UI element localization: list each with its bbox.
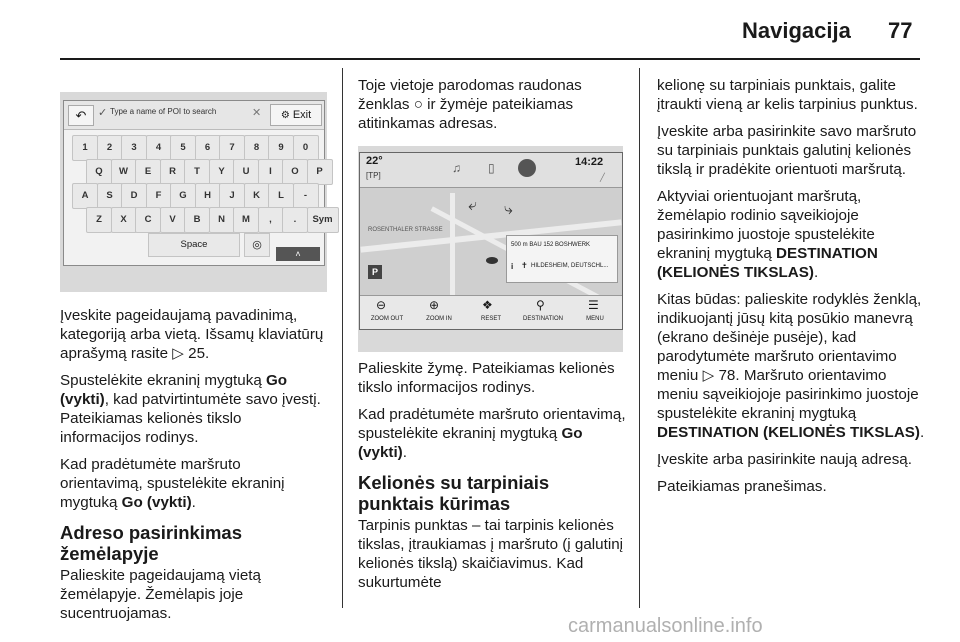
keyboard-key[interactable]: 9 [268, 135, 294, 161]
paragraph: Įveskite arba pasirinkite naują adresą. [657, 451, 912, 468]
keyboard-key[interactable]: Z [86, 207, 112, 233]
keyboard-key[interactable]: W [111, 159, 137, 185]
keyboard-key[interactable]: I [258, 159, 284, 185]
search-bar [64, 101, 324, 130]
keyboard-key[interactable]: G [170, 183, 196, 209]
collapse-keyboard-button[interactable] [276, 247, 320, 261]
keyboard-key[interactable]: 1 [72, 135, 98, 161]
keyboard-key[interactable]: L [268, 183, 294, 209]
pin-icon: ✝ [521, 261, 528, 270]
keyboard-key[interactable]: 5 [170, 135, 196, 161]
keyboard-key[interactable]: B [184, 207, 210, 233]
keyboard-key[interactable]: K [244, 183, 270, 209]
reset-button[interactable]: RESET [480, 316, 501, 322]
section-heading: Adreso pasirinkimas žemėlapyje [60, 522, 242, 564]
keyboard-key[interactable]: H [195, 183, 221, 209]
page-number: 77 [888, 18, 913, 43]
keyboard-key[interactable]: A [72, 183, 98, 209]
keyboard-key[interactable]: F [146, 183, 172, 209]
paragraph: Įveskite arba pasirinkite savo maršruto su tarpiniais punktais galutinį kelionės tikslą ir pradėkite orientuoti maršrutą. [657, 123, 917, 178]
text-column-3 [657, 76, 925, 504]
exit-label: Exit [292, 109, 312, 121]
signal-icon: ╱ [600, 173, 605, 182]
column-divider-2 [639, 68, 640, 608]
go-button-ref: Go (vykti) [121, 494, 192, 511]
keyboard-key[interactable]: 4 [146, 135, 172, 161]
music-icon[interactable]: ♫ [452, 161, 461, 175]
paragraph: Palieskite pageidaujamą vietą žemėlapyje. Žemėlapis joje sucentruojamas. [60, 567, 261, 622]
keyboard-key[interactable]: 7 [219, 135, 245, 161]
text-column-1 [60, 306, 325, 631]
keyboard-key[interactable]: 6 [195, 135, 221, 161]
menu-button[interactable]: MENU [586, 316, 604, 322]
gear-icon: ⚙ [280, 110, 290, 121]
paragraph: Palieskite žymę. Pateikiamas kelionės tikslo informacijos rodinys. [358, 360, 615, 396]
keyboard-key[interactable]: V [160, 207, 186, 233]
watermark: carmanualsonline.info [568, 615, 763, 637]
paragraph: Kitas būdas: palieskite rodyklės ženklą, indikuojantį jūsų kitą posūkio manevrą (ekrano dešinėje pusėje), kad parodytumėte maršruto orientavimo meniu ▷ 78. Maršruto orientavimo meniu sąveikiojoje pasirinkimo juostoje spustelėkite ekraninį mygtuką DESTINATION (KELIONĖS TIKSLAS). [657, 291, 925, 441]
keyboard-key[interactable]: X [111, 207, 137, 233]
paragraph: kelionę su tarpiniais punktais, galite įtraukti vieną ar kelis tarpinius punktus. [657, 77, 918, 113]
zoom-in-icon[interactable]: ⊕ [429, 298, 440, 312]
checkmark-icon: ✓ [98, 107, 108, 119]
street-label: ROSENTHALER STRASSE [368, 227, 443, 233]
paragraph: Kad pradėtumėte maršruto orientavimą, spustelėkite ekraninį mygtuką Go (vykti). [60, 456, 285, 511]
keyboard-key[interactable]: . [282, 207, 308, 233]
zoom-out-icon[interactable]: ⊖ [376, 298, 387, 312]
space-key[interactable]: Space [148, 233, 240, 257]
reset-icon[interactable]: ❖ [482, 298, 493, 312]
keyboard-key[interactable]: 3 [121, 135, 147, 161]
info-icon: i [511, 262, 514, 271]
keyboard-screen [63, 100, 333, 266]
keyboard-key[interactable]: P [307, 159, 333, 185]
keyboard-key[interactable]: 0 [293, 135, 319, 161]
destination-button-ref: DESTINATION (KELIONĖS TIKSLAS) [657, 245, 878, 281]
paragraph: Įveskite pageidaujamą pavadinimą, kategoriją arba vietą. Išsamų klaviatūrų aprašymą rasite ▷ 25. [60, 307, 324, 362]
paragraph: Aktyviai orientuojant maršrutą, žemėlapio rodinio sąveikiojoje pasirinkimo juostoje spustelėkite ekraninį mygtuką DESTINATION (KELIONĖS TIKSLAS). [657, 188, 878, 281]
text-column-2 [358, 76, 626, 600]
image-spacer [358, 141, 626, 359]
page-header-title: Navigacija [742, 18, 851, 43]
keyboard-key[interactable]: S [97, 183, 123, 209]
exit-button[interactable] [270, 104, 322, 126]
keyboard-key[interactable]: N [209, 207, 235, 233]
paragraph: Toje vietoje parodomas raudonas ženklas ○ ir žymėje pateikiamas atitinkamas adresas. [358, 77, 582, 132]
menu-icon[interactable]: ☰ [588, 298, 599, 312]
keyboard-key[interactable]: E [135, 159, 161, 185]
keyboard-key[interactable]: M [233, 207, 259, 233]
paragraph: Pateikiamas pranešimas. [657, 478, 827, 495]
destination-button[interactable]: DESTINATION [523, 316, 563, 322]
clock: 14:22 [575, 156, 604, 168]
keyboard-key[interactable]: O [282, 159, 308, 185]
search-input[interactable]: Type a name of POI to search [110, 107, 217, 116]
paragraph: Kad pradėtumėte maršruto orientavimą, spustelėkite ekraninį mygtuką Go (vykti). [358, 406, 626, 461]
destination-button-ref: DESTINATION (KELIONĖS TIKSLAS) [657, 424, 920, 441]
search-icon[interactable]: ⚲ [536, 298, 545, 312]
paragraph: Spustelėkite ekraninį mygtuką Go (vykti), kad patvirtintumėte savo įvestį. Pateikiamas kelionės tikslo informacijos rodinys. [60, 372, 321, 446]
keyboard-key[interactable]: , [258, 207, 284, 233]
header-rule [60, 58, 920, 60]
zoom-in-button[interactable]: ZOOM IN [426, 316, 452, 322]
chevron-up-icon: ˄ [295, 249, 301, 259]
go-button-ref: Go (vykti) [60, 372, 288, 408]
route-arrow-icon[interactable]: ⤷ [504, 201, 513, 218]
keyboard-key[interactable]: Y [209, 159, 235, 185]
turn-arrow-icon[interactable]: ⤶ [468, 197, 477, 214]
keyboard-screenshot [60, 92, 333, 292]
temperature: 22° [366, 155, 383, 167]
section-heading: Kelionės su tarpiniais punktais kūrimas [358, 472, 550, 514]
paragraph: Tarpinis punktas – tai tarpinis kelionės tikslas, įtraukiamas į maršruto (į galutinį kelionės tikslą) skaičiavimus. Kad sukurtumėte [358, 517, 624, 591]
keyboard-key[interactable]: C [135, 207, 161, 233]
globe-icon[interactable]: ◎ [244, 233, 270, 257]
keyboard-key[interactable]: 2 [97, 135, 123, 161]
keyboard-key[interactable]: Sym [307, 207, 339, 233]
clear-icon[interactable]: ✕ [252, 107, 262, 119]
keyboard-key[interactable]: R [160, 159, 186, 185]
go-button-ref: Go (vykti) [358, 425, 583, 461]
tp-indicator: [TP] [366, 171, 381, 180]
keyboard-key[interactable]: U [233, 159, 259, 185]
phone-icon[interactable]: ▯ [488, 161, 495, 175]
keyboard-key[interactable]: J [219, 183, 245, 209]
keyboard-key[interactable]: T [184, 159, 210, 185]
destination-info: HILDESHEIM, DEUTSCHL... [531, 263, 609, 269]
parking-icon: P [368, 265, 382, 279]
back-icon[interactable]: ↶ [68, 105, 94, 126]
keyboard-key[interactable]: - [293, 183, 319, 209]
column-divider-1 [342, 68, 343, 608]
keyboard-key[interactable]: D [121, 183, 147, 209]
keyboard-key[interactable]: Q [86, 159, 112, 185]
keyboard-key[interactable]: 8 [244, 135, 270, 161]
zoom-out-button[interactable]: ZOOM OUT [370, 316, 404, 322]
turn-info: 500 m BAU 152 BOSHWERK [511, 242, 591, 248]
